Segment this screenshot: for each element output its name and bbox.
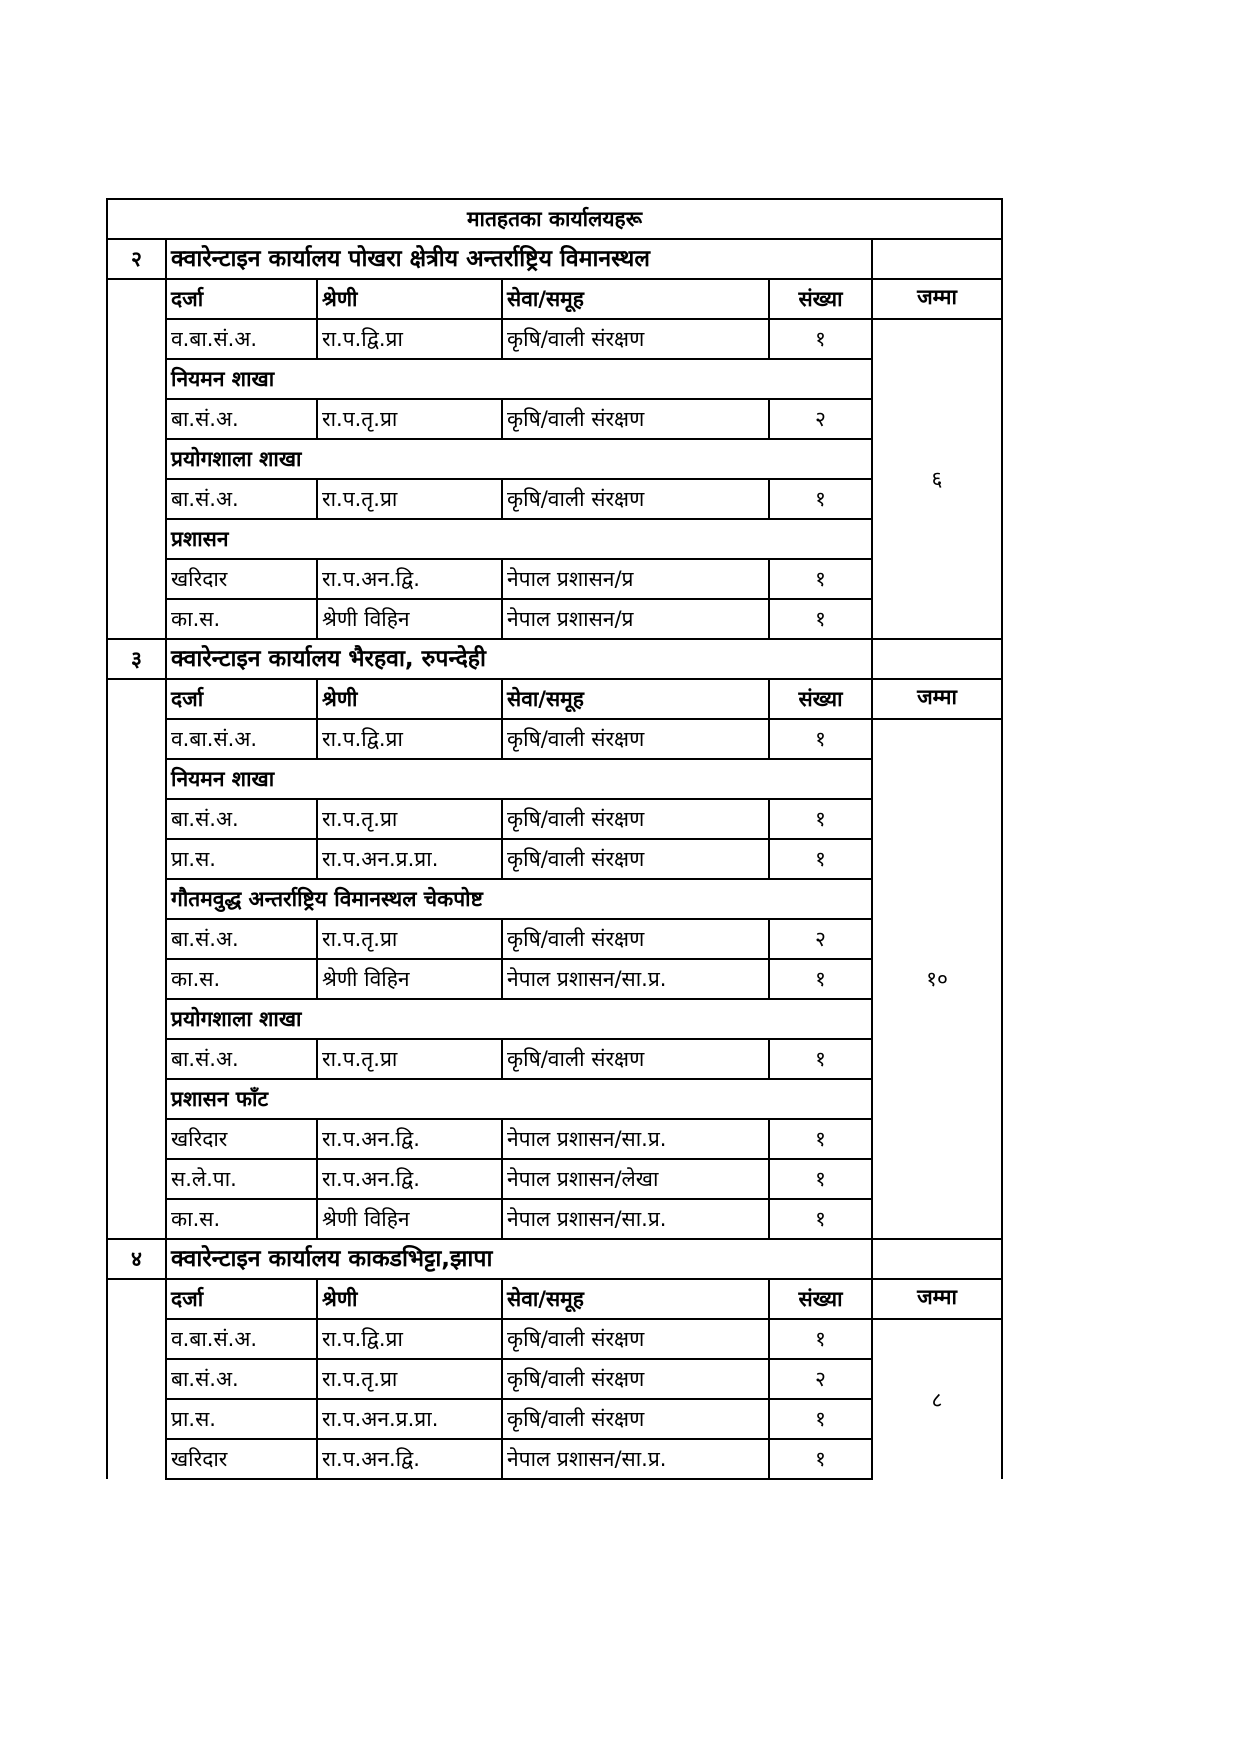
cell-shreni: रा.प.अन.द्वि. <box>317 1439 502 1479</box>
cell-sewa: नेपाल प्रशासन/सा.प्र. <box>502 1199 769 1239</box>
cell-sankhya: १ <box>769 959 872 999</box>
table-row <box>107 1199 1002 1239</box>
cell-sankhya: १ <box>769 799 872 839</box>
cell-shreni: रा.प.अन.द्वि. <box>317 1159 502 1199</box>
cell-darja: व.बा.सं.अ. <box>166 719 317 759</box>
cell-sewa: नेपाल प्रशासन/सा.प्र. <box>502 1439 769 1479</box>
blank-cell <box>872 239 1002 279</box>
table-title: मातहतका कार्यालयहरू <box>107 199 1002 239</box>
office-number: २ <box>107 239 166 279</box>
cell-shreni: श्रेणी विहिन <box>317 959 502 999</box>
cell-darja: का.स. <box>166 1199 317 1239</box>
cell-shreni: रा.प.तृ.प्रा <box>317 799 502 839</box>
section-row <box>107 359 1002 399</box>
cell-sankhya: १ <box>769 839 872 879</box>
office-row <box>107 639 1002 679</box>
cell-sewa: नेपाल प्रशासन/सा.प्र. <box>502 1119 769 1159</box>
cell-darja: खरिदार <box>166 1439 317 1479</box>
header-sankhya: संख्या <box>769 279 872 319</box>
section-row <box>107 1079 1002 1119</box>
cell-sewa: नेपाल प्रशासन/प्र <box>502 599 769 639</box>
table-row <box>107 959 1002 999</box>
cell-darja: खरिदार <box>166 559 317 599</box>
section-row <box>107 999 1002 1039</box>
cell-shreni: रा.प.तृ.प्रा <box>317 1039 502 1079</box>
section-label: नियमन शाखा <box>166 759 872 799</box>
cell-darja: बा.सं.अ. <box>166 1359 317 1399</box>
section-label: प्रयोगशाला शाखा <box>166 999 872 1039</box>
section-row <box>107 759 1002 799</box>
office-name: क्वारेन्टाइन कार्यालय पोखरा क्षेत्रीय अन्तर्राष्ट्रिय विमानस्थल <box>166 239 872 279</box>
cell-darja: प्रा.स. <box>166 1399 317 1439</box>
cell-sewa: नेपाल प्रशासन/सा.प्र. <box>502 959 769 999</box>
cell-darja: प्रा.स. <box>166 839 317 879</box>
index-spacer <box>107 279 166 639</box>
office-total: ६ <box>872 319 1002 639</box>
cell-sankhya: १ <box>769 1199 872 1239</box>
table-row <box>107 479 1002 519</box>
office-row <box>107 239 1002 279</box>
cell-sewa: कृषि/वाली संरक्षण <box>502 1359 769 1399</box>
office-row <box>107 1239 1002 1279</box>
cell-sankhya: १ <box>769 1319 872 1359</box>
header-shreni: श्रेणी <box>317 679 502 719</box>
table-row <box>107 919 1002 959</box>
header-sewa: सेवा/समूह <box>502 1279 769 1319</box>
header-shreni: श्रेणी <box>317 1279 502 1319</box>
cell-sewa: कृषि/वाली संरक्षण <box>502 319 769 359</box>
header-darja: दर्जा <box>166 679 317 719</box>
cell-sewa: कृषि/वाली संरक्षण <box>502 1039 769 1079</box>
cell-shreni: रा.प.द्वि.प्रा <box>317 1319 502 1359</box>
cell-sankhya: १ <box>769 479 872 519</box>
cell-sewa: कृषि/वाली संरक्षण <box>502 719 769 759</box>
header-darja: दर्जा <box>166 279 317 319</box>
header-shreni: श्रेणी <box>317 279 502 319</box>
cell-shreni: रा.प.अन.प्र.प्रा. <box>317 1399 502 1439</box>
cell-sankhya: १ <box>769 599 872 639</box>
section-label: प्रयोगशाला शाखा <box>166 439 872 479</box>
section-row <box>107 519 1002 559</box>
cell-sewa: कृषि/वाली संरक्षण <box>502 839 769 879</box>
header-darja: दर्जा <box>166 1279 317 1319</box>
cell-darja: बा.सं.अ. <box>166 799 317 839</box>
index-spacer <box>107 679 166 1239</box>
table-row <box>107 1399 1002 1439</box>
office-total: १० <box>872 719 1002 1239</box>
cell-sewa: नेपाल प्रशासन/प्र <box>502 559 769 599</box>
table-row <box>107 399 1002 439</box>
header-sankhya: संख्या <box>769 679 872 719</box>
cell-sankhya: १ <box>769 1159 872 1199</box>
table-row <box>107 799 1002 839</box>
table-row <box>107 1159 1002 1199</box>
header-sewa: सेवा/समूह <box>502 279 769 319</box>
cell-sewa: कृषि/वाली संरक्षण <box>502 1399 769 1439</box>
cell-sewa: नेपाल प्रशासन/लेखा <box>502 1159 769 1199</box>
cell-sankhya: २ <box>769 1359 872 1399</box>
title-row <box>107 199 1002 239</box>
header-sewa: सेवा/समूह <box>502 679 769 719</box>
table-row <box>107 719 1002 759</box>
table-row <box>107 319 1002 359</box>
header-jamma: जम्मा <box>872 1279 1002 1319</box>
blank-cell <box>872 639 1002 679</box>
cell-darja: स.ले.पा. <box>166 1159 317 1199</box>
cell-shreni: रा.प.तृ.प्रा <box>317 479 502 519</box>
cell-darja: बा.सं.अ. <box>166 919 317 959</box>
table-row <box>107 1359 1002 1399</box>
table-row <box>107 559 1002 599</box>
cell-shreni: रा.प.तृ.प्रा <box>317 1359 502 1399</box>
column-header-row <box>107 679 1002 719</box>
section-row <box>107 879 1002 919</box>
cell-darja: का.स. <box>166 959 317 999</box>
column-header-row <box>107 279 1002 319</box>
cell-shreni: रा.प.तृ.प्रा <box>317 399 502 439</box>
office-number: ४ <box>107 1239 166 1279</box>
section-label: नियमन शाखा <box>166 359 872 399</box>
offices-table <box>106 198 1003 1480</box>
section-label: प्रशासन फाँट <box>166 1079 872 1119</box>
cell-sewa: कृषि/वाली संरक्षण <box>502 799 769 839</box>
cell-sankhya: २ <box>769 919 872 959</box>
table-row <box>107 599 1002 639</box>
cell-darja: बा.सं.अ. <box>166 479 317 519</box>
cell-sankhya: १ <box>769 1439 872 1479</box>
cell-shreni: रा.प.अन.द्वि. <box>317 1119 502 1159</box>
cell-sewa: कृषि/वाली संरक्षण <box>502 399 769 439</box>
cell-sankhya: १ <box>769 1399 872 1439</box>
table-row <box>107 839 1002 879</box>
cell-darja: बा.सं.अ. <box>166 399 317 439</box>
header-jamma: जम्मा <box>872 279 1002 319</box>
office-total: ८ <box>872 1319 1002 1479</box>
table-row <box>107 1119 1002 1159</box>
cell-shreni: रा.प.तृ.प्रा <box>317 919 502 959</box>
office-name: क्वारेन्टाइन कार्यालय भैरहवा, रुपन्देही <box>166 639 872 679</box>
table-row <box>107 1039 1002 1079</box>
cell-sankhya: १ <box>769 1119 872 1159</box>
cell-shreni: रा.प.द्वि.प्रा <box>317 719 502 759</box>
cell-sankhya: २ <box>769 399 872 439</box>
header-jamma: जम्मा <box>872 679 1002 719</box>
cell-sewa: कृषि/वाली संरक्षण <box>502 1319 769 1359</box>
cell-sankhya: १ <box>769 319 872 359</box>
cell-darja: खरिदार <box>166 1119 317 1159</box>
section-label: प्रशासन <box>166 519 872 559</box>
cell-darja: व.बा.सं.अ. <box>166 319 317 359</box>
cell-sankhya: १ <box>769 719 872 759</box>
section-row <box>107 439 1002 479</box>
cell-sewa: कृषि/वाली संरक्षण <box>502 919 769 959</box>
office-name: क्वारेन्टाइन कार्यालय काकडभिट्टा,झापा <box>166 1239 872 1279</box>
section-label: गौतमवुद्ध अन्तर्राष्ट्रिय विमानस्थल चेकपोष्ट <box>166 879 872 919</box>
column-header-row <box>107 1279 1002 1319</box>
cell-shreni: रा.प.द्वि.प्रा <box>317 319 502 359</box>
cell-shreni: रा.प.अन.प्र.प्रा. <box>317 839 502 879</box>
cell-sankhya: १ <box>769 559 872 599</box>
cell-darja: का.स. <box>166 599 317 639</box>
cell-shreni: श्रेणी विहिन <box>317 599 502 639</box>
cell-shreni: रा.प.अन.द्वि. <box>317 559 502 599</box>
cell-darja: व.बा.सं.अ. <box>166 1319 317 1359</box>
cell-sewa: कृषि/वाली संरक्षण <box>502 479 769 519</box>
header-sankhya: संख्या <box>769 1279 872 1319</box>
cell-sankhya: १ <box>769 1039 872 1079</box>
cell-darja: बा.सं.अ. <box>166 1039 317 1079</box>
cell-shreni: श्रेणी विहिन <box>317 1199 502 1239</box>
table-row <box>107 1319 1002 1359</box>
table-row <box>107 1439 1002 1479</box>
index-spacer <box>107 1279 166 1479</box>
office-number: ३ <box>107 639 166 679</box>
blank-cell <box>872 1239 1002 1279</box>
